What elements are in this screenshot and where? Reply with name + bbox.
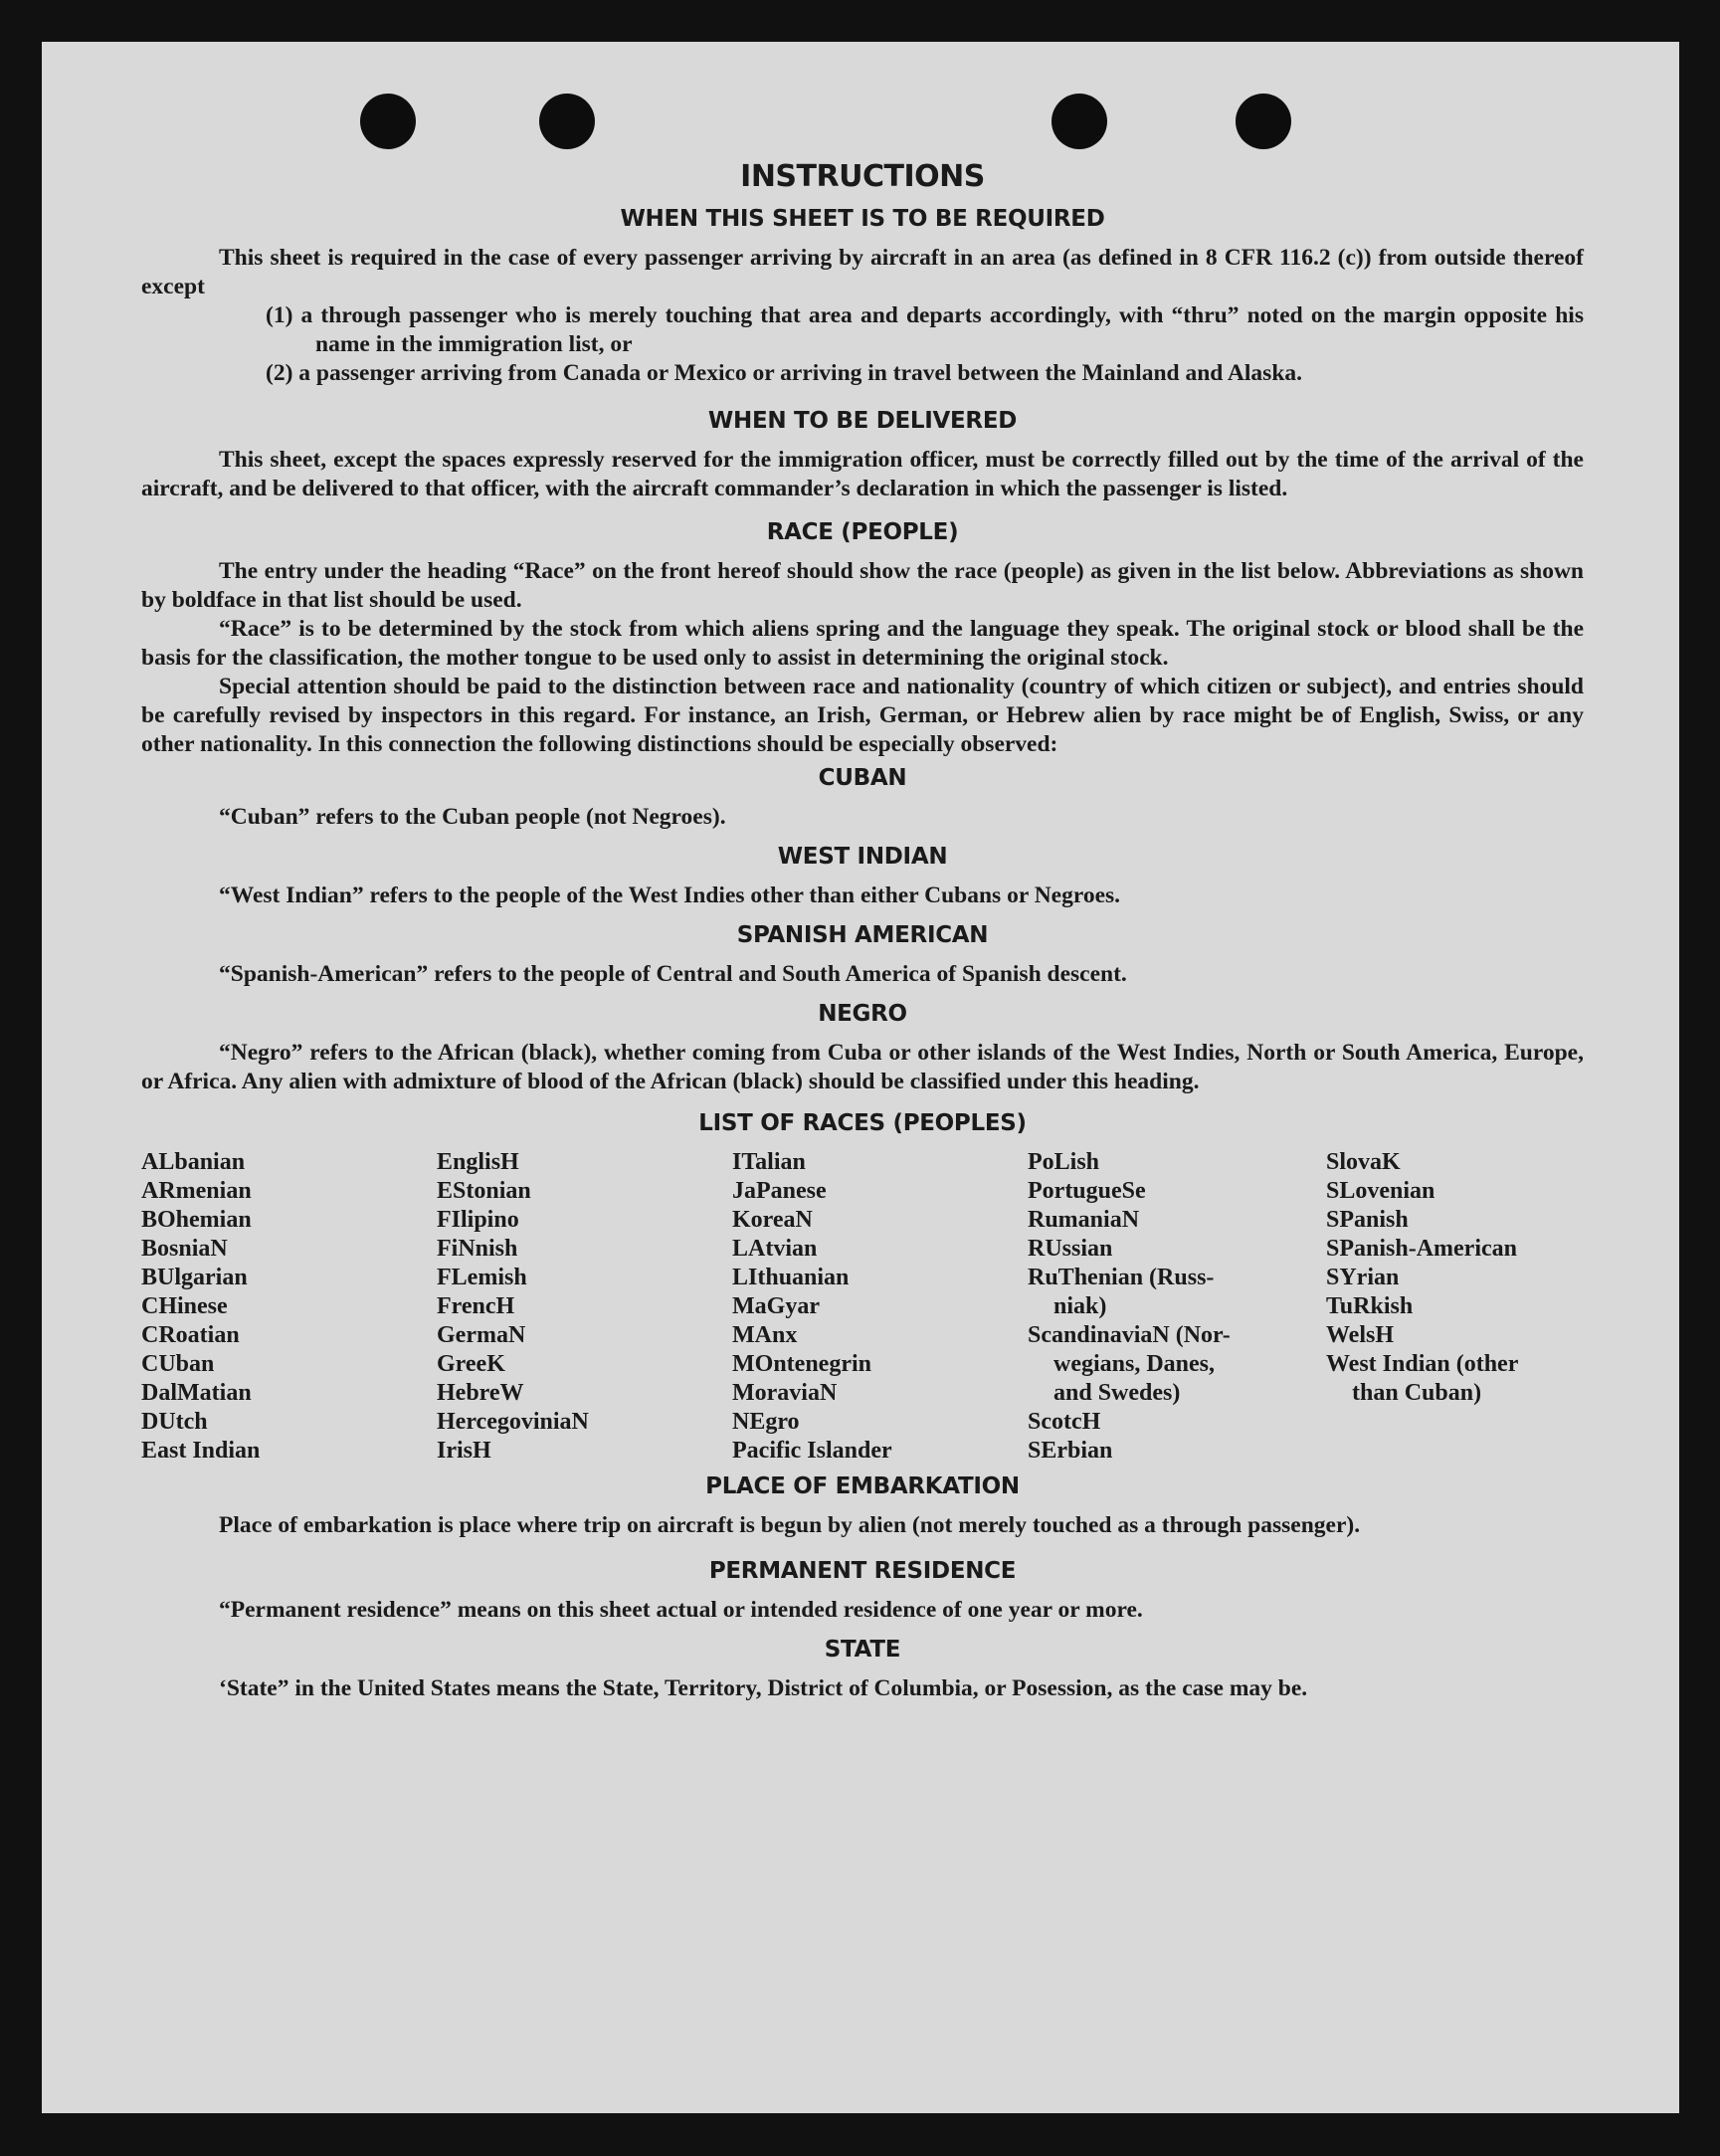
race-entry: niak) — [1053, 1293, 1107, 1319]
race-entry: CUban — [141, 1351, 215, 1377]
race-entry: MoraviaN — [732, 1380, 838, 1406]
race-entry: SPanish — [1326, 1207, 1409, 1233]
race-entry: RumaniaN — [1028, 1207, 1140, 1233]
races-column — [141, 1148, 437, 1466]
race-entry: MAnx — [732, 1322, 798, 1348]
race-entry: CRoatian — [141, 1322, 240, 1348]
section-heading: CUBAN — [818, 765, 907, 791]
race-entry: PortugueSe — [1028, 1178, 1146, 1204]
paragraph: This sheet, except the spaces expressly reserved for the immigration officer, must be correctly filled out by the time of the arrival of the aircraft, and be delivered to that officer, with the aircraft commander’s declaration in which the passenger is listed. — [141, 447, 1584, 501]
race-entry: SErbian — [1028, 1438, 1113, 1464]
race-entry: SYrian — [1326, 1265, 1400, 1290]
punch-hole — [1051, 94, 1107, 149]
race-entry: RuThenian (Russ- — [1028, 1265, 1215, 1290]
race-entry: PoLish — [1028, 1149, 1100, 1175]
race-entry: JaPanese — [732, 1178, 827, 1204]
race-entry: SlovaK — [1326, 1149, 1401, 1175]
race-entry: FLemish — [437, 1265, 527, 1290]
race-entry: WelsH — [1326, 1322, 1395, 1348]
paragraph: Place of embarkation is place where trip on aircraft is begun by alien (not merely touched as a through passenger). — [219, 1512, 1361, 1538]
paragraph: “Negro” refers to the African (black), whether coming from Cuba or other islands of the West Indies, North or South America, Europe, or Africa. Any alien with admixture of blood of the African (black) should be classified under this heading. — [141, 1040, 1584, 1094]
races-column — [437, 1148, 732, 1466]
race-entry: LAtvian — [732, 1236, 818, 1262]
section-heading: RACE (PEOPLE) — [766, 519, 959, 545]
list-item: (1) a through passenger who is merely touching that area and departs accordingly, with “thru” noted on the margin opposite his name in the immigration list, or — [266, 302, 1584, 357]
section-heading: WHEN TO BE DELIVERED — [707, 408, 1018, 434]
section-heading: PLACE OF EMBARKATION — [705, 1473, 1020, 1499]
race-entry: ARmenian — [141, 1178, 252, 1204]
paragraph: “Spanish-American” refers to the people of Central and South America of Spanish descent. — [219, 961, 1127, 987]
list-item: (2) a passenger arriving from Canada or Mexico or arriving in travel between the Mainland and Alaska. — [266, 360, 1303, 386]
paragraph: “Permanent residence” means on this sheet actual or intended residence of one year or more. — [219, 1597, 1143, 1623]
race-entry: NEgro — [732, 1409, 800, 1435]
race-entry: FrencH — [437, 1293, 515, 1319]
race-entry: EnglisH — [437, 1149, 519, 1175]
section-heading: SPANISH AMERICAN — [736, 922, 989, 948]
paragraph: ‘State” in the United States means the State, Territory, District of Columbia, or Posession, as the case may be. — [219, 1675, 1308, 1701]
race-entry: HebreW — [437, 1380, 524, 1406]
paragraph: “Race” is to be determined by the stock from which aliens spring and the language they speak. The original stock or blood shall be the basis for the classification, the mother tongue to be used only to assist in determining the original stock. — [141, 616, 1584, 671]
race-entry: SPanish-American — [1326, 1236, 1517, 1262]
race-entry: DalMatian — [141, 1380, 252, 1406]
section-heading: PERMANENT RESIDENCE — [708, 1558, 1017, 1584]
punch-hole — [539, 94, 595, 149]
race-entry: wegians, Danes, — [1053, 1351, 1216, 1377]
document-body — [141, 159, 1584, 1703]
race-entry: FIlipino — [437, 1207, 519, 1233]
race-entry: ScotcH — [1028, 1409, 1101, 1435]
race-entry: DUtch — [141, 1409, 208, 1435]
punch-hole — [1236, 94, 1291, 149]
race-entry: RUssian — [1028, 1236, 1113, 1262]
section-heading: LIST OF RACES (PEOPLES) — [698, 1110, 1027, 1136]
page-title: INSTRUCTIONS — [740, 159, 985, 194]
race-entry: ScandinaviaN (Nor- — [1028, 1322, 1231, 1348]
paragraph: The entry under the heading “Race” on the front hereof should show the race (people) as given in the list below. Abbreviations as shown by boldface in that list should be used. — [141, 558, 1584, 613]
race-entry: SLovenian — [1326, 1178, 1435, 1204]
race-entry: CHinese — [141, 1293, 228, 1319]
race-entry: GreeK — [437, 1351, 505, 1377]
race-entry: West Indian (other — [1326, 1351, 1519, 1377]
race-entry: LIthuanian — [732, 1265, 850, 1290]
paragraph: “West Indian” refers to the people of the West Indies other than either Cubans or Negroes. — [219, 882, 1121, 908]
races-list — [141, 1148, 1584, 1466]
race-entry: and Swedes) — [1053, 1380, 1181, 1406]
race-entry: IrisH — [437, 1438, 491, 1464]
race-entry: TuRkish — [1326, 1293, 1414, 1319]
paragraph: This sheet is required in the case of every passenger arriving by aircraft in an area (as defined in 8 CFR 116.2 (c)) from outside thereof except — [141, 245, 1584, 299]
document-sheet — [42, 42, 1679, 2113]
race-entry: BUlgarian — [141, 1265, 248, 1290]
race-entry: ALbanian — [141, 1149, 246, 1175]
section-heading: WEST INDIAN — [777, 844, 948, 870]
race-entry: than Cuban) — [1352, 1380, 1482, 1406]
race-entry: KoreaN — [732, 1207, 813, 1233]
race-entry: MOntenegrin — [732, 1351, 871, 1377]
race-entry: BosniaN — [141, 1236, 228, 1262]
races-column — [1326, 1148, 1584, 1466]
race-entry: BOhemian — [141, 1207, 252, 1233]
race-entry: GermaN — [437, 1322, 526, 1348]
race-entry: East Indian — [141, 1438, 261, 1464]
paragraph: Special attention should be paid to the distinction between race and nationality (country of which citizen or subject), and entries should be carefully revised by inspectors in this regard. For instance, an Irish, German, or Hebrew alien by race might be of English, Swiss, or any other nationality. In this connection the following distinctions should be especially observed: — [141, 674, 1584, 757]
race-entry: MaGyar — [732, 1293, 820, 1319]
section-heading: WHEN THIS SHEET IS TO BE REQUIRED — [620, 206, 1105, 232]
race-entry: ITalian — [732, 1149, 806, 1175]
paragraph: “Cuban” refers to the Cuban people (not Negroes). — [219, 804, 726, 830]
punch-hole — [360, 94, 416, 149]
race-entry: FiNnish — [437, 1236, 518, 1262]
races-column — [1028, 1148, 1326, 1466]
race-entry: EStonian — [437, 1178, 531, 1204]
races-column — [732, 1148, 1028, 1466]
section-heading: STATE — [824, 1637, 901, 1663]
section-heading: NEGRO — [818, 1001, 907, 1027]
race-entry: Pacific Islander — [732, 1438, 892, 1464]
race-entry: HercegoviniaN — [437, 1409, 589, 1435]
